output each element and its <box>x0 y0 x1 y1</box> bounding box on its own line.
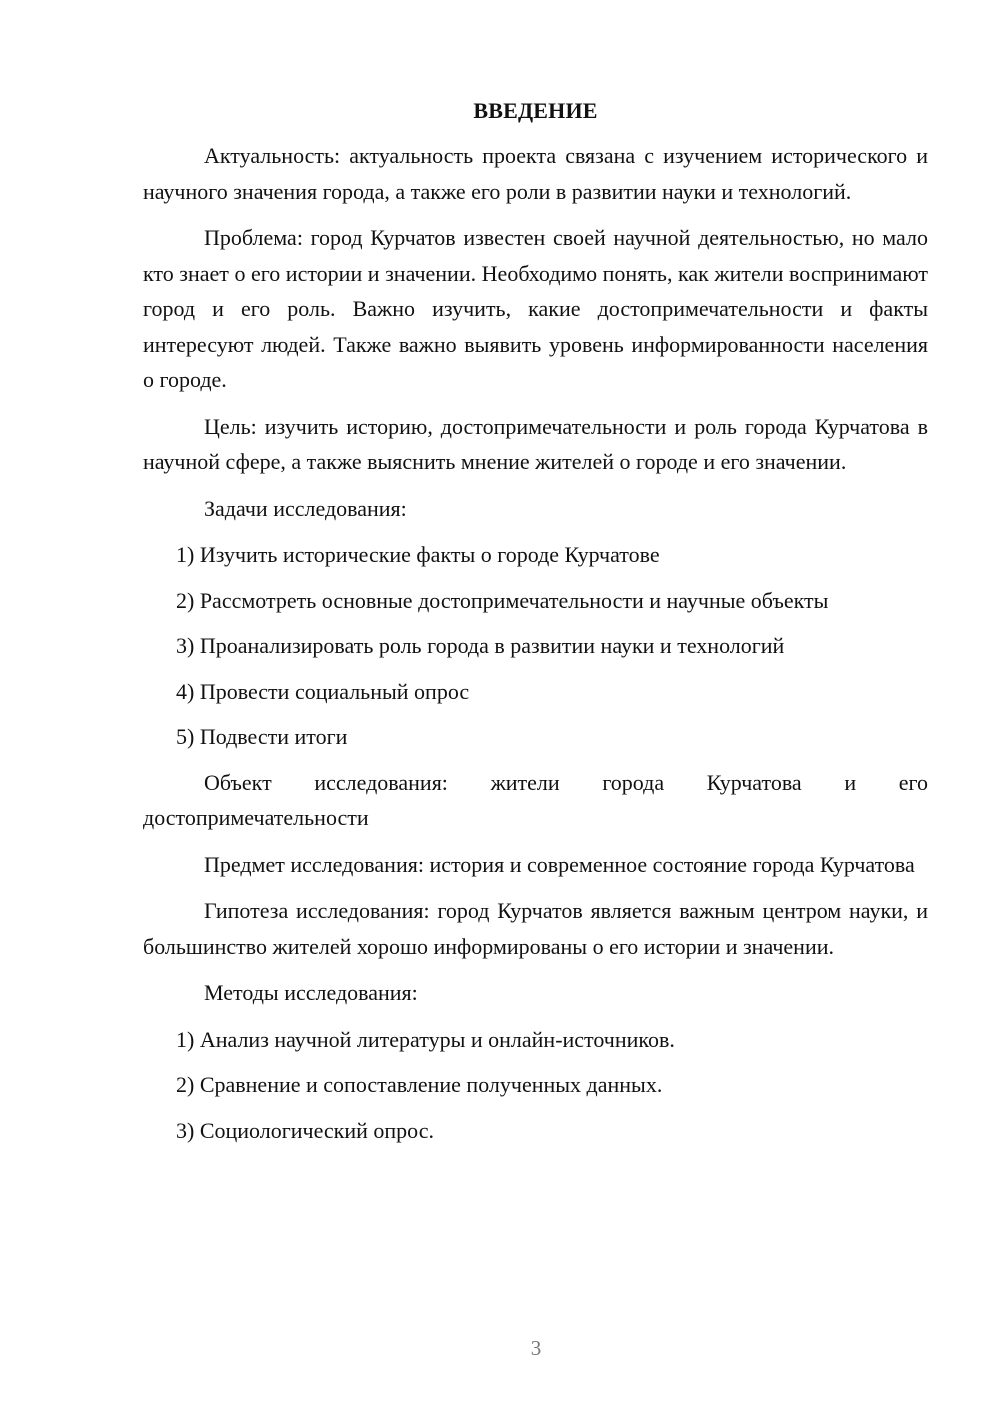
list-item: 2) Рассмотреть основные достопримечательности и научные объекты <box>176 587 829 613</box>
page-number: 3 <box>530 1336 542 1360</box>
page-content <box>143 94 928 1158</box>
list-item: 1) Изучить исторические факты о городе Курчатове <box>176 542 660 567</box>
paragraph-goal: Цель: изучить историю, достопримечательности и роль города Курчатова в научной сфере, а также выяснить мнение жителей о городе и его значении. <box>143 413 928 474</box>
paragraph-problem: Проблема: город Курчатов известен своей научной деятельностью, но мало кто знает о его истории и значении. Необходимо понять, как жители воспринимают город и его роль. Важно изучить, какие достопримечательности и факты интересуют людей. Также важно выявить уровень информированности населения о городе. <box>143 225 928 392</box>
methods-list <box>143 1022 928 1149</box>
tasks-title: Задачи исследования: <box>204 495 407 521</box>
section-heading: ВВЕДЕНИЕ <box>473 98 598 123</box>
list-item: 5) Подвести итоги <box>176 724 348 749</box>
list-item: 4) Провести социальный опрос <box>176 678 470 704</box>
paragraph-object: Объект исследования: жители города Курчатова и его достопримечательности <box>143 769 928 830</box>
list-item: 3) Социологический опрос. <box>176 1117 434 1143</box>
paragraph-subject: Предмет исследования: история и современное состояние города Курчатова <box>204 851 915 877</box>
list-item: 1) Анализ научной литературы и онлайн-источников. <box>176 1026 675 1052</box>
tasks-list <box>143 537 928 755</box>
list-item: 2) Сравнение и сопоставление полученных данных. <box>176 1072 663 1097</box>
methods-title: Методы исследования: <box>204 980 418 1005</box>
paragraph-relevance: Актуальность: актуальность проекта связана с изучением исторического и научного значения города, а также его роли в развитии науки и технологий. <box>143 143 928 204</box>
list-item: 3) Проанализировать роль города в развитии науки и технологий <box>176 633 785 658</box>
paragraph-hypothesis: Гипотеза исследования: город Курчатов является важным центром науки, и большинство жителей хорошо информированы о его истории и значении. <box>143 898 928 959</box>
